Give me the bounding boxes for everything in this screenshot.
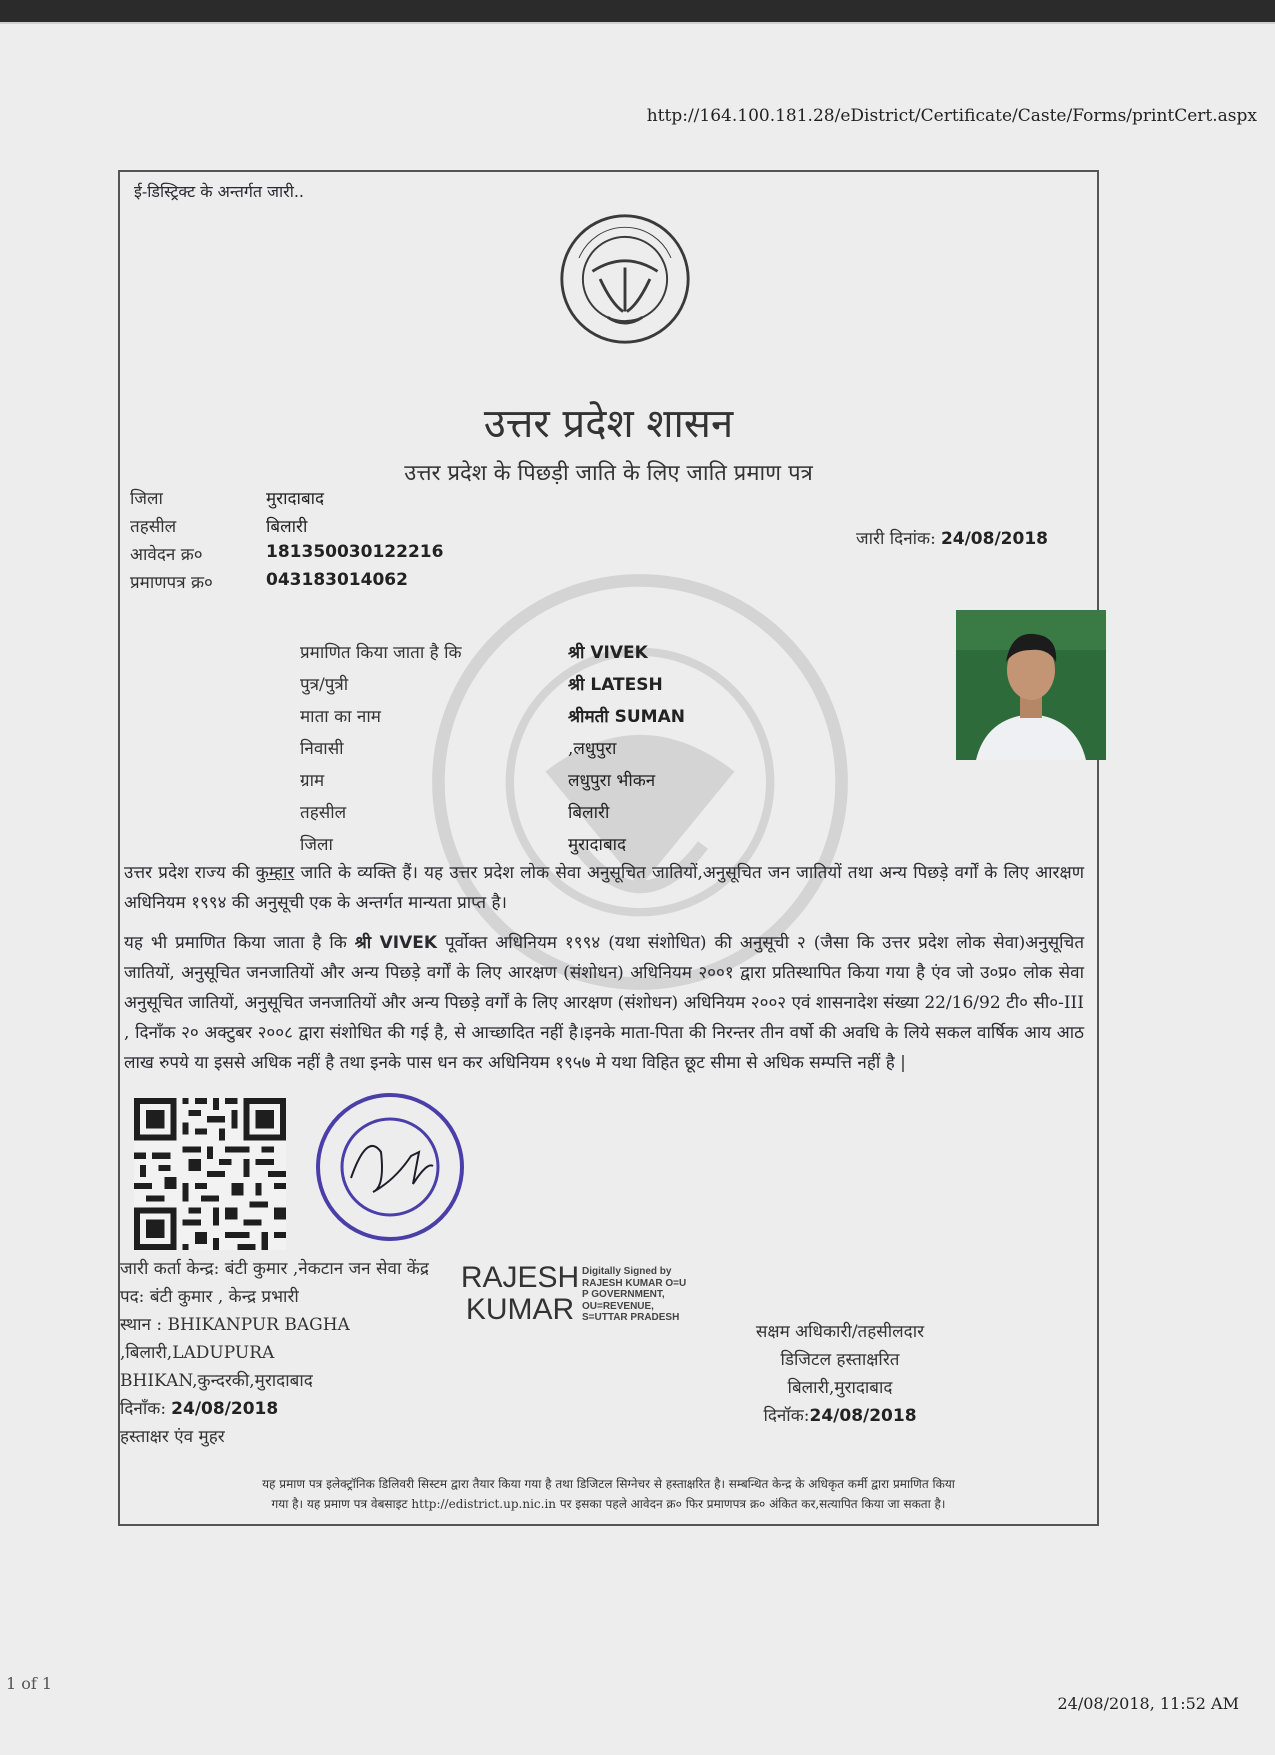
- certificate-number-label: प्रमाणपत्र क्र०: [130, 573, 213, 593]
- eligibility-paragraph: [124, 928, 1084, 1078]
- issuer-post: पद: बंटी कुमार , केन्द्र प्रभारी: [120, 1287, 299, 1307]
- signature-and-seal-label: हस्ताक्षर एंव मुहर: [120, 1427, 225, 1447]
- mother-name: श्रीमती SUMAN: [568, 707, 685, 727]
- district-label: जिला: [130, 489, 163, 509]
- eligibility-applicant-name: श्री VIVEK: [354, 933, 438, 953]
- mother-name-label: माता का नाम: [300, 707, 381, 727]
- document-page: [0, 22, 1275, 1755]
- digital-signature-line-3: P GOVERNMENT,: [582, 1289, 665, 1300]
- issuer-place-line-1: स्थान : BHIKANPUR BAGHA: [120, 1315, 350, 1335]
- issued-under-note: ई-डिस्ट्रिक्ट के अन्तर्गत जारी..: [134, 182, 305, 201]
- verification-footer: [130, 1474, 1087, 1514]
- signer-first-name: RAJESH: [460, 1261, 580, 1294]
- caste-paragraph-text-2: जाति के व्यक्ति हैं। यह उत्तर प्रदेश लोक सेवा अनुसूचित जातियों,अनुसूचित जन जातियों तथा अन्य पिछड़े वर्गों के लिए आरक्षण अधिनियम १९९४ की अनुसूची एक के अन्तर्गत मान्यता प्राप्त है।: [124, 863, 1084, 913]
- certified-label: प्रमाणित किया जाता है कि: [300, 643, 462, 663]
- digital-signature-line-1: Digitally Signed by: [582, 1266, 672, 1277]
- authority-block: [720, 1318, 960, 1430]
- caste-paragraph-text-1: उत्तर प्रदेश राज्य की: [124, 863, 256, 883]
- resident-value: ,लधुपुरा: [568, 739, 617, 759]
- csc-seal-stamp: [315, 1092, 465, 1242]
- issuer-date-label: दिनाँक:: [120, 1399, 167, 1419]
- village-label: ग्राम: [300, 771, 325, 791]
- person-district-value: मुरादाबाद: [568, 835, 627, 855]
- page-url: http://164.100.181.28/eDistrict/Certificate/Caste/Forms/printCert.aspx: [646, 106, 1257, 126]
- eligibility-text-1: यह भी प्रमाणित किया जाता है कि: [124, 933, 355, 953]
- authority-date: [720, 1402, 960, 1430]
- applicant-photo: [956, 610, 1106, 760]
- signer-name: [460, 1262, 580, 1326]
- footer-line-2: गया है। यह प्रमाण पत्र वेबसाइट http://edistrict.up.nic.in पर इसका पहले आवेदन क्र० फिर प्रमाणपत्र क्र० अंकित कर,सत्यापित किया जा सकता है।: [271, 1497, 946, 1511]
- certificate-frame: [118, 170, 1099, 1526]
- issuer-place-line-3: BHIKAN,कुन्दरकी,मुरादाबाद: [120, 1371, 313, 1391]
- page-number: 1 of 1: [6, 1674, 53, 1693]
- son-daughter-label: पुत्र/पुत्री: [300, 675, 349, 695]
- applicant-name: श्री VIVEK: [568, 643, 648, 663]
- district-value: मुरादाबाद: [266, 489, 325, 509]
- eligibility-text-2: पूर्वोक्त अधिनियम १९९४ (यथा संशोधित) की अनुसूची २ (जैसा कि उत्तर प्रदेश लोक सेवा)अनुसूचित जातियों, अनुसूचित जनजातियों और अन्य पिछड़े वर्गों के लिए आरक्षण (संशोधन) अधिनियम २००१ द्वारा प्रतिस्थापित किया गया है एंव जो उ०प्र० लोक सेवा अनुसूचित जातियों, अनुसूचित जनजातियों और अन्य पिछड़े वर्गों के लिए आरक्षण (संशोधन) अधिनियम २००२ एवं शासनादेश संख्या 22/16/92 टी० सी०-III , दिनाँक २० अक्टुबर २००८ द्वारा संशोधित की गई है, से आच्छादित नहीं है।इनके माता-पिता की निरन्तर तीन वर्षो की अवधि के लिये सकल वार्षिक आय आठ लाख रुपये या इससे अधिक नहीं है तथा इनके पास धन कर अधिनियम १९५७ मे यथा विहित छूट सीमा से अधिक सम्पत्ति नहीं है |: [124, 933, 1085, 1073]
- signer-last-name: KUMAR: [465, 1293, 575, 1326]
- certificate-heading: उत्तर प्रदेश शासन: [483, 401, 734, 447]
- certificate-number-value: 043183014062: [266, 570, 408, 590]
- authority-date-label: दिनॉक:: [763, 1406, 810, 1426]
- digital-signature-line-4: OU=REVENUE,: [582, 1300, 654, 1312]
- person-district-label: जिला: [300, 835, 333, 855]
- authority-digital-signed: डिजिटल हस्ताक्षरित: [780, 1350, 900, 1370]
- tehsil-label: तहसील: [130, 517, 177, 537]
- authority-designation: सक्षम अधिकारी/तहसीलदार: [755, 1322, 925, 1342]
- footer-line-1: यह प्रमाण पत्र इलेक्ट्रॉनिक डिलिवरी सिस्टम द्वारा तैयार किया गया है तथा डिजिटल सिग्नेचर से हस्ताक्षरित है। सम्बन्धित केन्द्र के अधिकृत कर्मी द्वारा प्रमाणित किया: [262, 1477, 955, 1491]
- print-timestamp: 24/08/2018, 11:52 AM: [1057, 1694, 1239, 1713]
- person-tehsil-label: तहसील: [300, 803, 347, 823]
- up-government-emblem-icon: [558, 212, 692, 346]
- issuer-date: [120, 1396, 278, 1419]
- issuing-center: जारी कर्ता केन्द्र: बंटी कुमार ,नेकटान जन सेवा केंद्र: [120, 1259, 429, 1279]
- application-number-label: आवेदन क्र०: [130, 545, 203, 565]
- village-value: लधुपुरा भीकन: [568, 771, 656, 791]
- issue-date-label: जारी दिनांक:: [856, 529, 936, 549]
- issue-date: [856, 526, 1048, 549]
- issuer-place-line-2: ,बिलारी,LADUPURA: [120, 1343, 275, 1363]
- qr-code-icon: [134, 1098, 286, 1250]
- application-number-value: 181350030122216: [266, 542, 444, 562]
- person-tehsil-value: बिलारी: [568, 803, 610, 823]
- digital-signature-line-2: RAJESH KUMAR O=U: [582, 1277, 687, 1289]
- authority-location: बिलारी,मुरादाबाद: [787, 1378, 893, 1398]
- father-name: श्री LATESH: [568, 675, 663, 695]
- digital-signature-details: [582, 1266, 686, 1324]
- issue-date-value: 24/08/2018: [940, 529, 1048, 549]
- digital-signature-line-5: S=UTTAR PRADESH: [582, 1312, 680, 1323]
- caste-name: कुम्हार: [255, 863, 295, 883]
- tehsil-value: बिलारी: [266, 517, 308, 537]
- issuer-date-value: 24/08/2018: [171, 1399, 279, 1419]
- authority-date-value: 24/08/2018: [809, 1406, 917, 1426]
- certificate-subtitle: उत्तर प्रदेश के पिछड़ी जाति के लिए जाति प्रमाण पत्र: [404, 461, 813, 486]
- resident-label: निवासी: [300, 739, 344, 759]
- caste-paragraph: [124, 858, 1084, 918]
